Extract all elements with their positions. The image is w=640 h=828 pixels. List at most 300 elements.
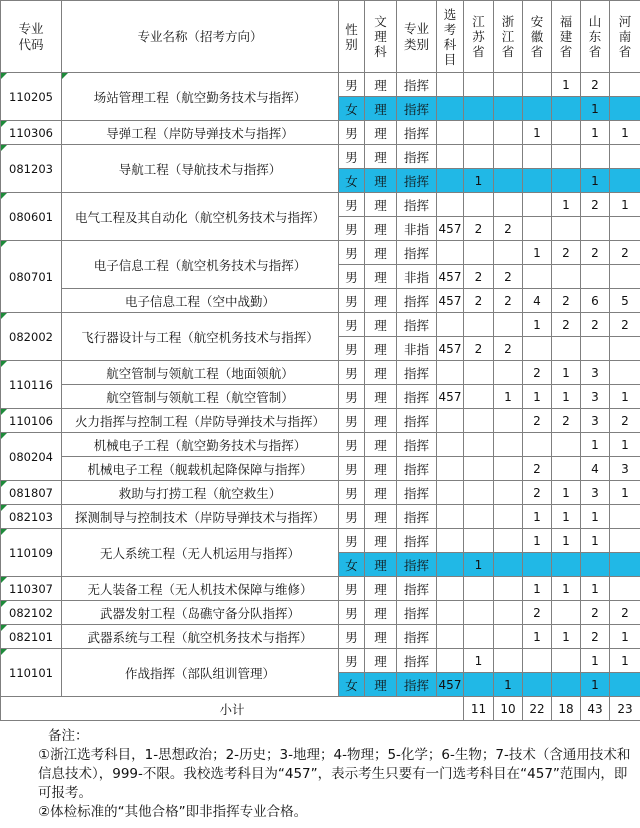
count-cell: 2 — [552, 313, 581, 337]
subtotal-cell: 22 — [523, 697, 552, 721]
count-cell — [610, 361, 640, 385]
count-cell: 2 — [552, 241, 581, 265]
major-code: 081203 — [1, 145, 62, 193]
wl-cell: 理 — [365, 73, 397, 97]
category-cell: 指挥 — [397, 73, 437, 97]
count-cell: 1 — [581, 577, 610, 601]
major-name: 电子信息工程（航空机务技术与指挥） — [62, 241, 339, 289]
wl-cell: 理 — [365, 289, 397, 313]
count-cell — [610, 217, 640, 241]
major-code: 081807 — [1, 481, 62, 505]
major-name: 导航工程（导航技术与指挥） — [62, 145, 339, 193]
header-code: 专业代码 — [1, 1, 62, 73]
count-cell — [552, 145, 581, 169]
wl-cell: 理 — [365, 169, 397, 193]
wl-cell: 理 — [365, 241, 397, 265]
major-name: 电子信息工程（空中战勤） — [62, 289, 339, 313]
header-wl: 文理科 — [365, 1, 397, 73]
table-row — [1, 409, 640, 433]
count-cell — [523, 337, 552, 361]
category-cell: 指挥 — [397, 673, 437, 697]
wl-cell: 理 — [365, 505, 397, 529]
subject-cell: 457 — [437, 385, 464, 409]
count-cell — [610, 553, 640, 577]
major-name: 火力指挥与控制工程（岸防导弹技术与指挥） — [62, 409, 339, 433]
gender-cell: 男 — [339, 457, 365, 481]
count-cell — [494, 193, 523, 217]
count-cell — [523, 433, 552, 457]
major-code: 110307 — [1, 577, 62, 601]
count-cell — [494, 553, 523, 577]
category-cell: 非指 — [397, 217, 437, 241]
major-code: 110306 — [1, 121, 62, 145]
count-cell — [494, 457, 523, 481]
category-cell: 指挥 — [397, 313, 437, 337]
major-name: 航空管制与领航工程（航空管制） — [62, 385, 339, 409]
count-cell — [552, 265, 581, 289]
count-cell — [610, 337, 640, 361]
count-cell: 1 — [610, 385, 640, 409]
subject-cell: 457 — [437, 337, 464, 361]
category-cell: 指挥 — [397, 553, 437, 577]
subtotal-cell: 18 — [552, 697, 581, 721]
count-cell: 2 — [523, 409, 552, 433]
count-cell: 2 — [494, 289, 523, 313]
count-cell: 1 — [581, 529, 610, 553]
category-cell: 指挥 — [397, 649, 437, 673]
category-cell: 指挥 — [397, 289, 437, 313]
category-cell: 指挥 — [397, 577, 437, 601]
count-cell — [552, 649, 581, 673]
subject-cell — [437, 529, 464, 553]
header-category: 专业类别 — [397, 1, 437, 73]
gender-cell: 男 — [339, 313, 365, 337]
count-cell — [581, 337, 610, 361]
major-name: 武器系统与工程（航空机务技术与指挥） — [62, 625, 339, 649]
subject-cell — [437, 193, 464, 217]
count-cell: 2 — [523, 481, 552, 505]
count-cell: 2 — [581, 313, 610, 337]
count-cell — [494, 409, 523, 433]
wl-cell: 理 — [365, 265, 397, 289]
major-code: 082103 — [1, 505, 62, 529]
count-cell: 1 — [523, 385, 552, 409]
wl-cell: 理 — [365, 601, 397, 625]
count-cell — [523, 673, 552, 697]
subject-cell — [437, 409, 464, 433]
wl-cell: 理 — [365, 577, 397, 601]
count-cell — [581, 217, 610, 241]
table-row — [1, 529, 640, 553]
count-cell — [464, 361, 494, 385]
major-name: 飞行器设计与工程（航空机务技术与指挥） — [62, 313, 339, 361]
count-cell: 2 — [610, 409, 640, 433]
header-province: 福建省 — [552, 1, 581, 73]
major-code: 080601 — [1, 193, 62, 241]
count-cell: 1 — [581, 649, 610, 673]
category-cell: 指挥 — [397, 193, 437, 217]
category-cell: 指挥 — [397, 409, 437, 433]
header-name: 专业名称（招考方向） — [62, 1, 339, 73]
count-cell: 1 — [552, 193, 581, 217]
count-cell — [610, 529, 640, 553]
count-cell: 1 — [581, 673, 610, 697]
count-cell: 1 — [464, 169, 494, 193]
count-cell: 1 — [552, 577, 581, 601]
gender-cell: 男 — [339, 649, 365, 673]
count-cell — [464, 145, 494, 169]
wl-cell: 理 — [365, 337, 397, 361]
category-cell: 指挥 — [397, 145, 437, 169]
subject-cell — [437, 97, 464, 121]
subject-cell — [437, 241, 464, 265]
count-cell: 3 — [581, 409, 610, 433]
count-cell — [494, 433, 523, 457]
major-code: 110106 — [1, 409, 62, 433]
count-cell: 1 — [552, 625, 581, 649]
count-cell: 2 — [581, 73, 610, 97]
count-cell — [581, 553, 610, 577]
count-cell: 2 — [494, 337, 523, 361]
count-cell: 1 — [610, 649, 640, 673]
count-cell: 1 — [610, 625, 640, 649]
header-row — [1, 1, 640, 73]
gender-cell: 男 — [339, 73, 365, 97]
wl-cell: 理 — [365, 97, 397, 121]
count-cell — [494, 73, 523, 97]
gender-cell: 男 — [339, 265, 365, 289]
count-cell: 2 — [523, 457, 552, 481]
subject-cell — [437, 145, 464, 169]
gender-cell: 男 — [339, 481, 365, 505]
table-row — [1, 313, 640, 337]
major-name: 导弹工程（岸防导弹技术与指挥） — [62, 121, 339, 145]
table-row — [1, 145, 640, 169]
count-cell — [464, 97, 494, 121]
table-row — [1, 385, 640, 409]
count-cell — [523, 169, 552, 193]
subject-cell — [437, 121, 464, 145]
table-row — [1, 577, 640, 601]
count-cell — [494, 145, 523, 169]
count-cell: 1 — [552, 505, 581, 529]
major-code: 110109 — [1, 529, 62, 577]
gender-cell: 男 — [339, 241, 365, 265]
count-cell — [464, 481, 494, 505]
subject-cell — [437, 625, 464, 649]
count-cell: 1 — [552, 361, 581, 385]
wl-cell: 理 — [365, 673, 397, 697]
major-code: 110116 — [1, 361, 62, 409]
count-cell — [464, 601, 494, 625]
count-cell: 1 — [581, 121, 610, 145]
subject-cell — [437, 553, 464, 577]
category-cell: 指挥 — [397, 169, 437, 193]
subject-cell — [437, 457, 464, 481]
gender-cell: 女 — [339, 673, 365, 697]
count-cell: 2 — [610, 241, 640, 265]
category-cell: 指挥 — [397, 625, 437, 649]
count-cell — [552, 553, 581, 577]
subject-cell — [437, 169, 464, 193]
count-cell — [464, 577, 494, 601]
count-cell: 2 — [552, 289, 581, 313]
notes-title: 备注： — [48, 728, 89, 744]
count-cell: 2 — [464, 265, 494, 289]
wl-cell: 理 — [365, 457, 397, 481]
major-name: 作战指挥（部队组训管理） — [62, 649, 339, 697]
notes-line-1: ①浙江选考科目，1-思想政治；2-历史；3-地理；4-物理；5-化学；6-生物；7-技术（含通用技术和信息技术），999-不限。我校选考科目为“457”，表示考生只要有一门选考科目在“457”范围内，即可报考。 — [38, 747, 631, 801]
count-cell — [523, 97, 552, 121]
count-cell: 1 — [523, 625, 552, 649]
major-code: 082101 — [1, 625, 62, 649]
table-row — [1, 73, 640, 97]
subject-cell — [437, 433, 464, 457]
category-cell: 指挥 — [397, 97, 437, 121]
table-row — [1, 457, 640, 481]
header-gender: 性别 — [339, 1, 365, 73]
table-row — [1, 361, 640, 385]
wl-cell: 理 — [365, 553, 397, 577]
wl-cell: 理 — [365, 193, 397, 217]
table-row — [1, 649, 640, 673]
category-cell: 非指 — [397, 265, 437, 289]
count-cell: 2 — [610, 313, 640, 337]
table-row — [1, 625, 640, 649]
category-cell: 指挥 — [397, 433, 437, 457]
major-code: 082002 — [1, 313, 62, 361]
count-cell: 1 — [610, 433, 640, 457]
table-row — [1, 481, 640, 505]
table-row — [1, 241, 640, 265]
count-cell — [494, 313, 523, 337]
subject-cell: 457 — [437, 289, 464, 313]
count-cell: 6 — [581, 289, 610, 313]
count-cell: 1 — [552, 529, 581, 553]
count-cell: 2 — [581, 241, 610, 265]
gender-cell: 男 — [339, 433, 365, 457]
gender-cell: 男 — [339, 385, 365, 409]
header-province: 江苏省 — [464, 1, 494, 73]
count-cell: 2 — [464, 217, 494, 241]
major-name: 无人装备工程（无人机技术保障与维修） — [62, 577, 339, 601]
gender-cell: 男 — [339, 529, 365, 553]
gender-cell: 男 — [339, 121, 365, 145]
subject-cell — [437, 313, 464, 337]
count-cell — [552, 169, 581, 193]
count-cell — [523, 145, 552, 169]
major-code: 110205 — [1, 73, 62, 121]
notes-section — [0, 721, 640, 823]
count-cell — [494, 97, 523, 121]
wl-cell: 理 — [365, 433, 397, 457]
count-cell: 1 — [464, 553, 494, 577]
count-cell: 1 — [523, 313, 552, 337]
count-cell — [494, 505, 523, 529]
category-cell: 指挥 — [397, 481, 437, 505]
category-cell: 指挥 — [397, 457, 437, 481]
count-cell: 2 — [464, 289, 494, 313]
count-cell — [494, 577, 523, 601]
count-cell: 2 — [494, 265, 523, 289]
count-cell: 1 — [523, 529, 552, 553]
count-cell: 1 — [581, 433, 610, 457]
gender-cell: 女 — [339, 169, 365, 193]
wl-cell: 理 — [365, 385, 397, 409]
count-cell: 1 — [523, 241, 552, 265]
wl-cell: 理 — [365, 361, 397, 385]
category-cell: 指挥 — [397, 385, 437, 409]
count-cell — [523, 217, 552, 241]
count-cell: 2 — [581, 625, 610, 649]
count-cell: 1 — [464, 649, 494, 673]
count-cell: 1 — [494, 673, 523, 697]
header-province: 安徽省 — [523, 1, 552, 73]
wl-cell: 理 — [365, 145, 397, 169]
gender-cell: 男 — [339, 409, 365, 433]
wl-cell: 理 — [365, 625, 397, 649]
major-name: 机械电子工程（舰载机起降保障与指挥） — [62, 457, 339, 481]
count-cell: 3 — [581, 385, 610, 409]
wl-cell: 理 — [365, 313, 397, 337]
count-cell: 1 — [494, 385, 523, 409]
count-cell — [552, 457, 581, 481]
major-name: 场站管理工程（航空勤务技术与指挥） — [62, 73, 339, 121]
count-cell — [523, 73, 552, 97]
count-cell — [610, 145, 640, 169]
count-cell: 2 — [581, 601, 610, 625]
count-cell — [464, 193, 494, 217]
count-cell — [523, 553, 552, 577]
wl-cell: 理 — [365, 481, 397, 505]
subject-cell — [437, 505, 464, 529]
count-cell: 1 — [523, 577, 552, 601]
count-cell: 5 — [610, 289, 640, 313]
count-cell — [552, 121, 581, 145]
subject-cell: 457 — [437, 265, 464, 289]
gender-cell: 男 — [339, 145, 365, 169]
notes-line-2: ②体检标准的“其他合格”即非指挥专业合格。 — [38, 804, 308, 820]
header-province: 河南省 — [610, 1, 640, 73]
count-cell — [552, 217, 581, 241]
count-cell: 1 — [610, 121, 640, 145]
count-cell — [494, 529, 523, 553]
major-code: 110101 — [1, 649, 62, 697]
major-name: 电气工程及其自动化（航空机务技术与指挥） — [62, 193, 339, 241]
table-row — [1, 505, 640, 529]
gender-cell: 男 — [339, 361, 365, 385]
subtotal-cell: 11 — [464, 697, 494, 721]
subject-cell — [437, 73, 464, 97]
count-cell — [552, 433, 581, 457]
count-cell — [464, 121, 494, 145]
gender-cell: 女 — [339, 97, 365, 121]
count-cell — [464, 385, 494, 409]
gender-cell: 女 — [339, 553, 365, 577]
major-name: 机械电子工程（航空勤务技术与指挥） — [62, 433, 339, 457]
subject-cell — [437, 577, 464, 601]
count-cell — [464, 505, 494, 529]
gender-cell: 男 — [339, 625, 365, 649]
count-cell — [464, 73, 494, 97]
count-cell — [552, 601, 581, 625]
count-cell — [464, 409, 494, 433]
count-cell — [581, 145, 610, 169]
count-cell — [494, 625, 523, 649]
count-cell: 2 — [523, 601, 552, 625]
count-cell: 2 — [610, 601, 640, 625]
count-cell: 2 — [552, 409, 581, 433]
count-cell — [610, 169, 640, 193]
count-cell: 1 — [581, 97, 610, 121]
subject-cell — [437, 649, 464, 673]
count-cell — [464, 625, 494, 649]
gender-cell: 男 — [339, 601, 365, 625]
count-cell: 1 — [523, 505, 552, 529]
count-cell — [494, 361, 523, 385]
count-cell — [494, 481, 523, 505]
count-cell: 2 — [523, 361, 552, 385]
major-name: 探测制导与控制技术（岸防导弹技术与指挥） — [62, 505, 339, 529]
count-cell: 1 — [610, 193, 640, 217]
count-cell: 2 — [494, 217, 523, 241]
category-cell: 指挥 — [397, 361, 437, 385]
wl-cell: 理 — [365, 121, 397, 145]
count-cell: 1 — [552, 481, 581, 505]
category-cell: 指挥 — [397, 121, 437, 145]
major-name: 航空管制与领航工程（地面领航） — [62, 361, 339, 385]
gender-cell: 男 — [339, 505, 365, 529]
count-cell: 3 — [581, 361, 610, 385]
header-province: 浙江省 — [494, 1, 523, 73]
major-code: 080204 — [1, 433, 62, 481]
subtotal-cell: 23 — [610, 697, 640, 721]
count-cell — [494, 121, 523, 145]
subtotal-cell: 43 — [581, 697, 610, 721]
count-cell — [552, 337, 581, 361]
header-province: 山东省 — [581, 1, 610, 73]
count-cell — [610, 97, 640, 121]
count-cell — [494, 169, 523, 193]
count-cell: 4 — [523, 289, 552, 313]
count-cell — [610, 577, 640, 601]
count-cell: 2 — [464, 337, 494, 361]
major-code: 080701 — [1, 241, 62, 313]
count-cell: 4 — [581, 457, 610, 481]
count-cell: 1 — [610, 481, 640, 505]
count-cell — [552, 673, 581, 697]
table-row — [1, 601, 640, 625]
count-cell — [610, 73, 640, 97]
count-cell — [464, 433, 494, 457]
count-cell — [464, 529, 494, 553]
count-cell: 2 — [581, 193, 610, 217]
category-cell: 指挥 — [397, 529, 437, 553]
category-cell: 指挥 — [397, 241, 437, 265]
count-cell — [464, 313, 494, 337]
subject-cell: 457 — [437, 217, 464, 241]
count-cell — [581, 265, 610, 289]
table-row — [1, 193, 640, 217]
count-cell — [523, 265, 552, 289]
table-row — [1, 289, 640, 313]
gender-cell: 男 — [339, 577, 365, 601]
major-code: 082102 — [1, 601, 62, 625]
count-cell: 1 — [523, 121, 552, 145]
count-cell — [464, 673, 494, 697]
category-cell: 指挥 — [397, 601, 437, 625]
table-row — [1, 433, 640, 457]
